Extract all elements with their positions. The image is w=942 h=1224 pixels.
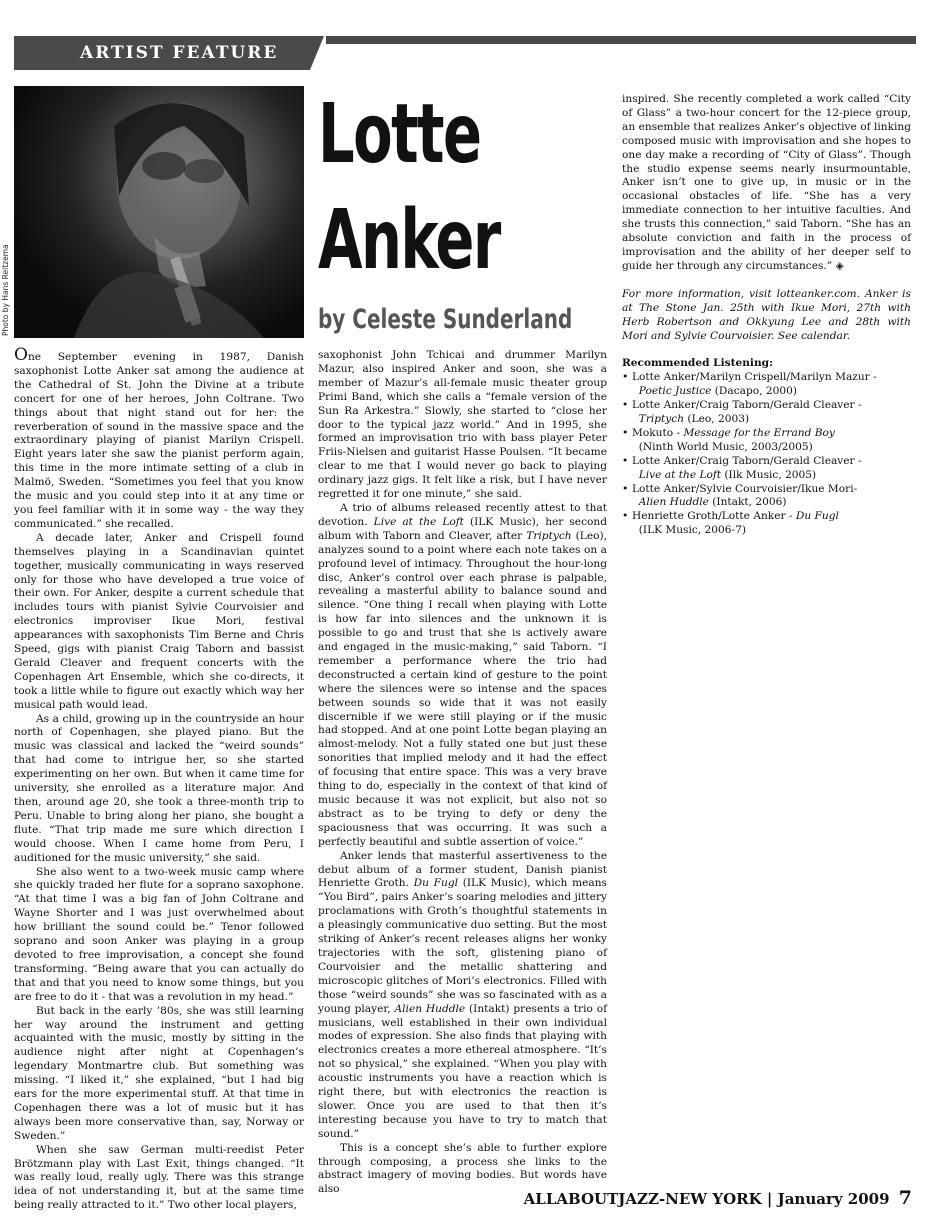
publication-name: ALLABOUTJAZZ-NEW YORK bbox=[523, 1190, 762, 1208]
more-info-note: For more information, visit lotteanker.com. Anker is at The Stone Jan. 25th with Ikue Mori, 27th with Herb Robertson and Okkyung Lee and 28th with Mori and Sylvie Courvoisier. See calendar. bbox=[622, 287, 911, 342]
list-item: • Lotte Anker/Marilyn Crispell/Marilyn Mazur - Poetic Justice (Dacapo, 2000) bbox=[622, 371, 911, 399]
paragraph: As a child, growing up in the countryside an hour north of Copenhagen, she played piano. But the music was classical and lacked the “weird sounds” that had come to intrigue her, so she started experimenting on her own. But when it came time for university, she enrolled as a literature major. And then, around age 20, she took a three-month trip to Peru. Unable to bring along her piano, she bought a flute. “That trip made me sure which direction I would choose. When I came home from Peru, I auditioned for the music university,” she said. bbox=[14, 712, 304, 864]
paragraph: saxophonist John Tchicai and drummer Marilyn Mazur, also inspired Anker and soon, she was a member of Mazur’s all-female music theater group Primi Band, which she calls a “female version of the Sun Ra Arkestra.” Slowly, she started to “close her door to the typical jazz world.” And in 1995, she formed an improvisation trio with bass player Peter Friis-Nielsen and guitarist Hasse Poulsen. “It became clear to me that I would never go back to playing ordinary jazz gigs. It felt like a risk, but I have never regretted it for one minute,” she said. bbox=[318, 349, 607, 501]
album-title: Alien Huddle bbox=[394, 1002, 466, 1015]
list-item: • Lotte Anker/Craig Taborn/Gerald Cleaver - Triptych (Leo, 2003) bbox=[622, 399, 911, 427]
drop-cap: O bbox=[14, 345, 28, 365]
section-banner bbox=[14, 36, 916, 70]
article-title bbox=[318, 82, 500, 294]
list-item: • Henriette Groth/Lotte Anker - Du Fugl (ILK Music, 2006-7) bbox=[622, 510, 911, 538]
album-title: Du Fugl bbox=[413, 877, 458, 890]
album-title: Live at the Loft bbox=[373, 515, 464, 528]
recommended-listening-heading: Recommended Listening: bbox=[622, 357, 773, 370]
photo-illustration bbox=[14, 86, 304, 338]
byline: by Celeste Sunderland bbox=[318, 304, 573, 335]
paragraph: One September evening in 1987, Danish saxophonist Lotte Anker sat among the audience at the Cathedral of St. John the Divine at a tribute concert for one of her heroes, John Coltrane. Two things about that night stand out for her: the reverberation of sound in the massive space and the extraordinary playing of pianist Marilyn Crispell. Eight years later she saw the pianist perform again, this time in the more intimate setting of a club in Malmö, Sweden. “Sometimes you feel that you know the music and you could step into it at any time or you feel familiar with it in some way - the way they communicated.” she recalled. bbox=[14, 345, 304, 530]
artist-photo bbox=[14, 86, 304, 338]
photo-credit: Photo by Hans Reitzema bbox=[1, 244, 10, 336]
paragraph: A decade later, Anker and Crispell found themselves playing in a Scandinavian quintet together, musically communicating in ways reserved only for those who have developed a true voice of their own. For Anker, despite a current schedule that includes tours with pianist Sylvie Courvoisier and electronics improviser Ikue Mori, festival appearances with saxophonists Tim Berne and Chris Speed, gigs with pianist Craig Taborn and bassist Gerald Cleaver and frequent concerts with the Copenhagen Art Ensemble, which she co-directs, it took a little while to figure out exactly which way her musical path would lead. bbox=[14, 531, 304, 711]
paragraph: When she saw German multi-reedist Peter Brötzmann play with Last Exit, things changed. “It was really loud, really ugly. There was this strange idea of not understanding it, but at the same time being really attracted to it.” Two other local players, bbox=[14, 1143, 304, 1212]
paragraph: inspired. She recently completed a work called “City of Glass” a two-hour concert for the 12-piece group, an ensemble that realizes Anker’s objective of linking composed music with improvisation and she hopes to one day make a recording of “City of Glass”. Though the studio expense seems nearly insurmountable, Anker isn’t one to give up, in music or in the occasional obstacles of life. “She has a very immediate connection to her intuitive faculties. And she trusts this connection,” said Taborn. “She has an absolute conviction and faith in the process of improvisation and the ability of her deeper self to guide her through any circumstances.” ◈ bbox=[622, 93, 911, 272]
article-column-2 bbox=[318, 349, 607, 1197]
paragraph: This is a concept she’s able to further explore through composing, a process she links to the abstract imagery of moving bodies. But words have also bbox=[318, 1141, 607, 1196]
album-title: Triptych bbox=[526, 529, 572, 542]
section-label: ARTIST FEATURE bbox=[80, 43, 279, 63]
list-item: • Lotte Anker/Craig Taborn/Gerald Cleaver - Live at the Loft (Ilk Music, 2005) bbox=[622, 455, 911, 483]
footer-separator: | bbox=[766, 1190, 773, 1208]
banner-rule bbox=[326, 36, 916, 44]
issue-date: January 2009 bbox=[777, 1190, 890, 1208]
paragraph: Anker lends that masterful assertiveness to the debut album of a former student, Danish pianist Henriette Groth. Du Fugl (ILK Music), which means “You Bird”, pairs Anker’s soaring melodies and jittery proclamations with Groth’s thoughtful statements in a pleasingly communicative duo setting. But the most striking of Anker’s recent releases aligns her wonky trajectories with the soft, glistening piano of Courvoisier and the metallic shattering and microscopic glitches of Mori’s electronics. Filled with those “weird sounds” she was so fascinated with as a young player, Alien Huddle (Intakt) presents a trio of musicians, well established in their own individual modes of expression. She also finds that playing with electronics creates a more ethereal atmosphere. “It’s not so physical,” she explained. “When you play with acoustic instruments you have a reaction which is right there, but with electronics the reaction is slower. Once you are used to that then it’s interesting because you have to try to match that sound.” bbox=[318, 849, 607, 1140]
page-footer bbox=[524, 1187, 912, 1209]
title-line-1: Lotte bbox=[318, 87, 481, 182]
paragraph: But back in the early ’80s, she was still learning her way around the instrument and getting acquainted with the music, mostly by sitting in the audience night after night at Copenhagen’s legendary Montmartre club. But something was missing. “I liked it,” she explained, “but I had big ears for the more experimental stuff. At that time in Copenhagen there was a lot of music but it has always been more conservative than, say, Norway or Sweden.” bbox=[14, 1004, 304, 1142]
recommended-listening-list bbox=[622, 371, 911, 538]
title-line-2: Anker bbox=[318, 193, 500, 288]
end-mark-icon: ◈ bbox=[835, 259, 844, 272]
paragraph: She also went to a two-week music camp where she quickly traded her flute for a soprano saxophone. “At that time I was a big fan of John Coltrane and Wayne Shorter and I was just overwhelmed about how brilliant the sound could be.” Tenor followed soprano and soon Anker was playing in a group devoted to free improvisation, a concept she found transforming. “Being aware that you can actually do that and that you need to know some things, but you are free to do it - that was a revolution in my head.” bbox=[14, 865, 304, 1003]
paragraph: A trio of albums released recently attest to that devotion. Live at the Loft (ILK Music), her second album with Taborn and Cleaver, after Triptych (Leo), analyzes sound to a point where each note takes on a profound level of intimacy. Throughout the hour-long disc, Anker’s control over each phrase is palpable, revealing a masterful ability to balance sound and silence. “One thing I recall when playing with Lotte is how far into silences and the unknown it is possible to go and trust that she is actively aware and engaged in the music-making,” said Taborn. “I remember a performance where the trio had deconstructed a certain kind of gesture to the point where the silences were so intense and the spaces between sounds so wide that it was not easily discernible if we were still playing or if the music had stopped. And at one point Lotte began playing an almost-melody. Not a fully stated one but just these sonorities that implied melody and it had the effect of focusing that entire space. This was a very brave thing to do, especially in the context of that kind of music because it was not explicit, but also not so abstract as to be trying to defy or deny the spaciousness that was occurring. It was such a perfectly beautiful and subtle assertion of voice.” bbox=[318, 501, 607, 848]
list-item: • Lotte Anker/Sylvie Courvoisier/Ikue Mori- Alien Huddle (Intakt, 2006) bbox=[622, 483, 911, 511]
article-column-3 bbox=[622, 93, 911, 538]
list-item: • Mokuto - Message for the Errand Boy (Ninth World Music, 2003/2005) bbox=[622, 427, 911, 455]
page-number: 7 bbox=[898, 1187, 912, 1209]
article-column-1 bbox=[14, 345, 304, 1213]
